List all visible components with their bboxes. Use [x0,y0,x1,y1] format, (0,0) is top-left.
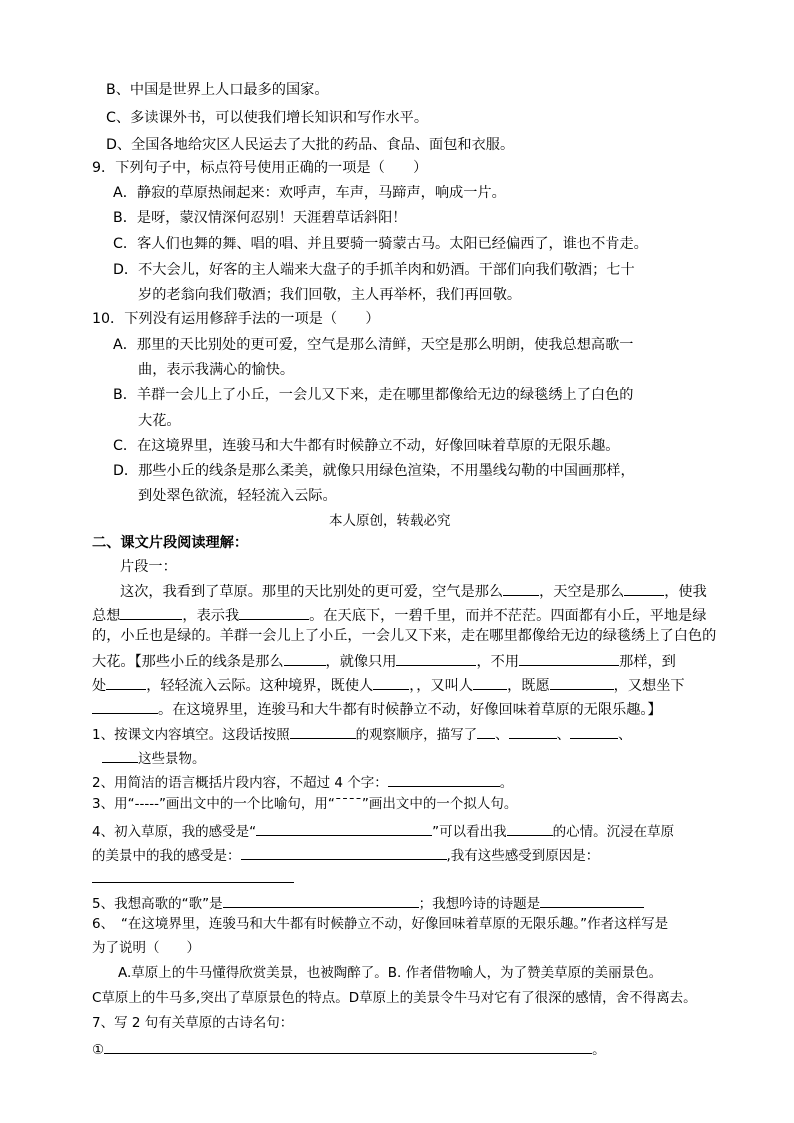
blank[interactable] [396,649,476,666]
question-5: 5、我想高歌的“歌”是 ；我想吟诗的诗题是 [92,891,644,914]
blank[interactable] [256,819,432,836]
q9-option-d-line2: 岁的老翁向我们敬酒；我们回敬，主人再举杯，我们再回敬。 [138,287,522,303]
passage-line-4: 大花。【那些小丘的线条是那么 ，就像只用 ，不用 那样，到 [92,649,676,672]
option-c: C、多读课外书，可以使我们增长知识和写作水平。 [106,110,429,126]
blank[interactable] [473,673,507,690]
blank[interactable] [239,603,309,620]
q10-option-d-line1: D．那些小丘的线条是那么柔美，就像只用绿色渲染，不用墨线勾勒的中国画那样， [113,463,635,479]
blank[interactable] [540,891,644,908]
q9-option-a: A．静寂的草原热闹起来：欢呼声，车声，马蹄声，响成一片。 [113,185,506,201]
question-6-options-line1: A.草原上的牛马懂得欣赏美景，也被陶醉了。B. 作者借物喻人，为了赞美草原的美丽景色。 [118,965,663,981]
passage-line-3: 的，小丘也是绿的。羊群一会儿上了小丘，一会儿又下来，走在哪里都像给无边的绿毯绣上了白色的 [92,628,717,644]
question-3: 3、用“-----”画出文中的一个比喻句，用“¯¯¯¯”画出文中的一个拟人句。 [92,796,518,812]
question-6-line1: 6、 “在这境界里，连骏马和大牛都有时候静立不动，好像回味着草原的无限乐趣。”作者这样写是 [92,916,669,932]
blank[interactable] [509,722,557,739]
question-6-options-line2: C草原上的牛马多,突出了草原景色的特点。D草原上的美景令牛马对它有了很深的感情，舍不得离去。 [92,990,697,1006]
blank[interactable] [92,866,294,883]
question-4-line3 [92,866,294,889]
passage-label: 片段一： [120,559,177,575]
passage-line-2: 总想 ，表示我 。在天底下，一碧千里，而并不茫茫。四面都有小丘，平地是绿 [92,603,706,626]
q10-option-d-line2: 到处翠色欲流，轻轻流入云际。 [138,488,337,504]
copyright-note: 本人原创，转载必究 [329,513,451,529]
passage-line-1: 这次，我看到了草原。那里的天比别处的更可爱，空气是那么 ，天空是那么 ，使我 [120,579,707,602]
question-7: 7、写 2 句有关草原的古诗名句： [92,1015,294,1031]
blank[interactable] [373,673,409,690]
blank[interactable] [102,746,138,763]
question-7-answer-1: ① 。 [92,1037,606,1060]
blank[interactable] [503,579,539,596]
q10-option-a-line1: A．那里的天比别处的更可爱，空气是那么清鲜，天空是那么明朗，使我总想高歌一 [113,337,634,353]
blank[interactable] [570,722,618,739]
blank[interactable] [92,697,158,714]
option-d: D、全国各地给灾区人民运去了大批的药品、食品、面包和衣服。 [106,137,515,153]
blank[interactable] [241,843,447,860]
blank[interactable] [104,1037,592,1054]
section-title: 二、课文片段阅读理解： [92,535,249,551]
blank[interactable] [106,673,146,690]
q10-option-b-line2: 大花。 [138,413,181,429]
question-2: 2、用简洁的语言概括片段内容，不超过 4 个字： 。 [92,770,513,793]
passage-line-6: 。在这境界里，连骏马和大牛都有时候静立不动，好像回味着草原的无限乐趣。】 [92,697,662,720]
question-4-line2: 的美景中的我的感受是： ,我有这些感受到原因是： [92,843,599,866]
question-4-line1: 4、初入草原，我的感受是“ ”可以看出我 的心情。沉浸在草原 [92,819,674,842]
blank[interactable] [624,579,664,596]
q10-stem: 10．下列没有运用修辞手法的一项是（ ） [92,311,380,327]
question-6-line2: 为了说明（ ） [92,940,200,956]
passage-line-5: 处 ，轻轻流入云际。这种境界，既使人 ，，又叫人 ，既愿 ，又想坐下 [92,673,685,696]
blank[interactable] [120,603,182,620]
blank[interactable] [284,649,326,666]
blank[interactable] [290,722,356,739]
blank[interactable] [388,770,500,787]
q10-option-b-line1: B．羊群一会儿上了小丘，一会儿又下来，走在哪里都像给无边的绿毯绣上了白色的 [113,387,634,403]
question-1-line2: 这些景物。 [92,746,206,769]
blank[interactable] [519,649,619,666]
q10-option-c: C．在这境界里，连骏马和大牛都有时候静立不动，好像回味着草原的无限乐趣。 [113,438,620,454]
blank[interactable] [223,891,419,908]
blank[interactable] [477,722,495,739]
q9-stem: 9．下列句子中，标点符号使用正确的一项是（ ） [92,160,428,176]
blank[interactable] [550,673,614,690]
q9-option-d-line1: D．不大会儿，好客的主人端来大盘子的手抓羊肉和奶酒。干部们向我们敬酒；七十 [113,262,635,278]
blank[interactable] [507,819,553,836]
question-1-line1: 1、按课文内容填空。这段话按照 的观察顺序，描写了 、 、 、 [92,722,632,745]
q9-option-b: B．是呀，蒙汉情深何忍别！天涯碧草话斜阳！ [113,210,407,226]
q9-option-c: C．客人们也舞的舞、唱的唱、并且要骑一骑蒙古马。太阳已经偏西了，谁也不肯走。 [113,236,648,252]
option-b: B、中国是世界上人口最多的国家。 [106,82,329,98]
q10-option-a-line2: 曲，表示我满心的愉快。 [138,362,295,378]
